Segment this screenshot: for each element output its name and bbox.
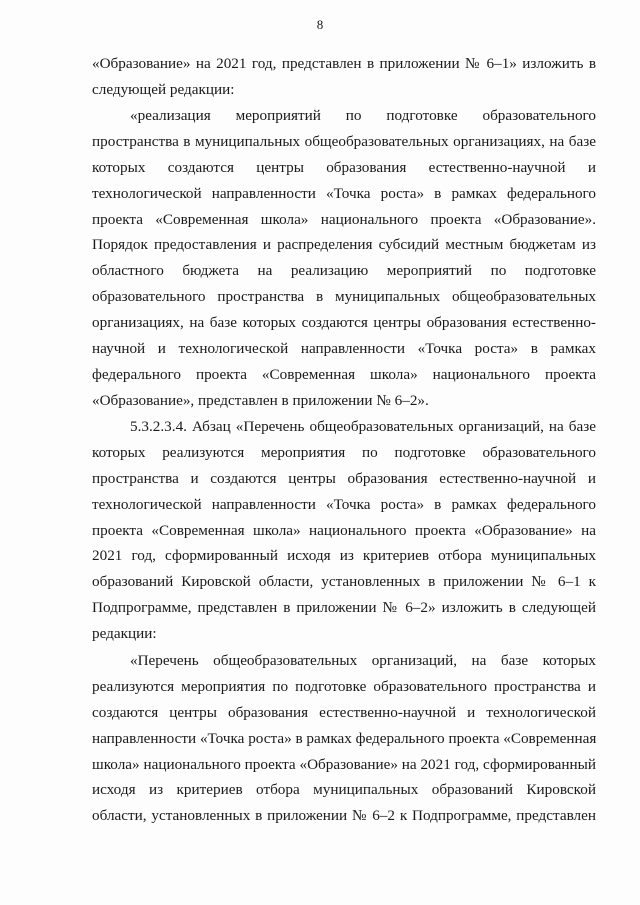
paragraph-line: «Образование», представлен в приложении № 6–2». [92, 391, 429, 409]
paragraph-line: пространства в муниципальных общеобразовательных организациях, на базе [92, 132, 596, 150]
paragraph-line: 2021 год, сформированный исходя из критериев отбора муниципальных [92, 547, 596, 565]
paragraph-line: «реализация мероприятий по подготовке образовательного [130, 107, 596, 124]
paragraph-line: области, установленных в приложении № 6–2 к Подпрограмме, представлен [92, 807, 596, 825]
paragraph-3 [92, 414, 596, 647]
paragraph-line: Подпрограмме, представлен в приложении № 6–2» изложить в следующей [92, 599, 596, 617]
paragraph-line: реализуются мероприятия по подготовке образовательного пространства и [92, 677, 596, 695]
paragraph-line: федерального проекта «Современная школа» национального проекта [92, 365, 596, 383]
paragraph-line: «Образование» на 2021 год, представлен в приложении № 6–1» изложить в [92, 55, 596, 72]
paragraph-2 [92, 103, 596, 414]
paragraph-line: проекта «Современная школа» национального проекта «Образование». [92, 210, 596, 228]
paragraph-line: создаются центры образования естественно-научной и технологической [92, 703, 596, 721]
paragraph-line: «Перечень общеобразовательных организаций, на базе которых [130, 652, 596, 669]
paragraph-line: образовательного пространства в муниципальных общеобразовательных [92, 288, 596, 306]
paragraph-line: научной и технологической направленности «Точка роста» в рамках [92, 340, 596, 358]
paragraph-1 [92, 51, 596, 103]
paragraph-line: которых реализуются мероприятия по подготовке образовательного [92, 443, 596, 461]
paragraph-line: образований Кировской области, установленных в приложении № 6–1 к [92, 573, 596, 591]
paragraph-line: технологической направленности «Точка роста» в рамках федерального [92, 495, 596, 513]
paragraph-line: исходя из критериев отбора муниципальных образований Кировской [92, 781, 596, 799]
page-number: 8 [316, 17, 324, 32]
paragraph-line: следующей редакции: [92, 80, 235, 98]
paragraph-line: направленности «Точка роста» в рамках федерального проекта «Современная [92, 729, 597, 747]
paragraph-line: проекта «Современная школа» национального проекта «Образование» на [92, 521, 596, 539]
paragraph-line: организациях, на базе которых создаются центры образования естественно- [92, 314, 596, 332]
paragraph-line: пространства и создаются центры образования естественно-научной и [92, 469, 596, 487]
paragraph-line: Порядок предоставления и распределения субсидий местным бюджетам из [92, 236, 596, 254]
paragraph-line: областного бюджета на реализацию мероприятий по подготовке [92, 262, 596, 280]
paragraph-line: которых создаются центры образования естественно-научной и [92, 158, 596, 176]
paragraph-line: редакции: [92, 625, 157, 643]
paragraph-line: школа» национального проекта «Образование» на 2021 год, сформированный [92, 755, 596, 773]
paragraph-4 [92, 648, 596, 829]
paragraph-line: 5.3.2.3.4. Абзац «Перечень общеобразовательных организаций, на базе [130, 418, 596, 435]
paragraph-line: технологической направленности «Точка роста» в рамках федерального [92, 184, 596, 202]
